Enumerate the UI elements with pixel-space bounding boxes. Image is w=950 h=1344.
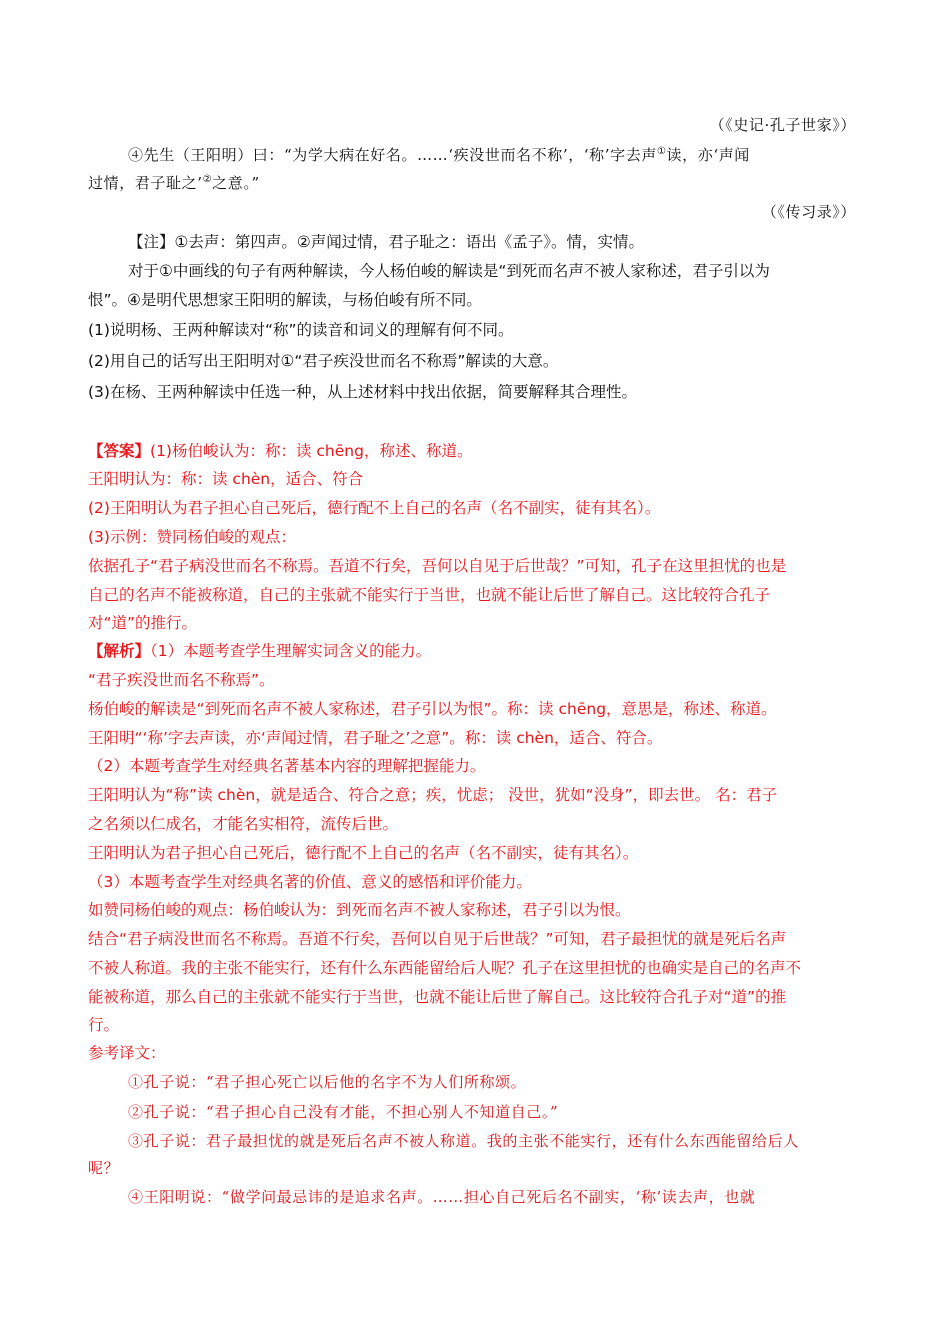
analysis-line-8: 王阳明认为君子担心自己死后，德行配不上自己的名声（名不副实，徒有其名）。 <box>88 844 639 862</box>
translation-4: ④王阳明说：“做学问最忌讳的是追求名声。……担心自己死后名不副实，‘称’读去声，也就 <box>128 1188 756 1206</box>
answer-line-7: 对“道”的推行。 <box>88 614 198 632</box>
intro-line-2: 恨”。④是明代思想家王阳明的解读，与杨伯峻有所不同。 <box>88 291 482 309</box>
passage-4-line-1: ④先生（王阳明）曰：“为学大病在好名。……‘疾没世而名不称’，‘称’字去声①读，亦‘声闻 <box>128 146 750 164</box>
analysis-label: 【解析】 <box>88 642 151 660</box>
source-shiji: （《史记·孔子世家》） <box>709 116 856 134</box>
analysis-line-3: 杨伯峻的解读是“到死而名声不被人家称述，君子引以为恨”。称：读 chēng，意思是，称述、称道。 <box>88 700 777 718</box>
analysis-line-9: （3）本题考查学生对经典名著的价值、意义的感悟和评价能力。 <box>88 873 532 891</box>
answer-line-6: 自己的名声不能被称道，自己的主张就不能实行于当世，也就不能让后世了解自己。这比较符合孔子 <box>88 586 771 604</box>
answer-line-1: 【答案】(1)杨伯峻认为：称：读 chēng，称述、称道。 <box>88 442 473 460</box>
analysis-line-14: 行。 <box>88 1016 120 1034</box>
translation-label: 参考译文： <box>88 1044 166 1062</box>
translation-2: ②孔子说：“君子担心自己没有才能，不担心别人不知道自己。” <box>128 1103 559 1121</box>
answer-line-2: 王阳明认为：称：读 chèn，适合、符合 <box>88 470 364 488</box>
analysis-line-10: 如赞同杨伯峻的观点：杨伯峻认为：到死而名声不被人家称述，君子引以为恨。 <box>88 901 631 919</box>
answer-line-3: (2)王阳明认为君子担心自己死后，德行配不上自己的名声（名不副实，徒有其名）。 <box>88 499 661 517</box>
analysis-line-4: 王阳明“‘称’字去声读，亦‘声闻过情，君子耻之’之意”。称：读 chèn，适合、符合。 <box>88 729 663 747</box>
source-chuanxilu: （《传习录》） <box>761 203 856 221</box>
question-3: (3)在杨、王两种解读中任选一种，从上述材料中找出依据，简要解释其合理性。 <box>88 383 637 401</box>
translation-1: ①孔子说：“君子担心死亡以后他的名字不为人们所称颂。 <box>128 1073 527 1091</box>
annotation-note: 【注】①去声：第四声。②声闻过情，君子耻之：语出《孟子》。情，实情。 <box>128 233 645 251</box>
intro-line-1: 对于①中画线的句子有两种解读，今人杨伯峻的解读是“到死而名声不被人家称述，君子引以为 <box>128 262 770 280</box>
analysis-line-6: 王阳明认为“称”读 chèn，就是适合、符合之意；疾，忧虑； 没世，犹如“没身”，即去世。 名：君子 <box>88 786 778 804</box>
analysis-line-13: 能被称道，那么自己的主张就不能实行于当世，也就不能让后世了解自己。这比较符合孔子对“道”的推 <box>88 988 787 1006</box>
question-1: (1)说明杨、王两种解读对“称”的读音和词义的理解有何不同。 <box>88 321 514 339</box>
question-2: (2)用自己的话写出王阳明对①“君子疾没世而名不称焉”解读的大意。 <box>88 352 559 370</box>
analysis-line-12: 不被人称道。我的主张不能实行，还有什么东西能留给后人呢？孔子在这里担忧的也确实是自己的名声不 <box>88 959 802 977</box>
analysis-line-1: 【解析】（1）本题考查学生理解实词含义的能力。 <box>88 642 432 660</box>
answer-line-5: 依据孔子“君子病没世而名不称焉。吾道不行矣，吾何以自见于后世哉？”可知，孔子在这里担忧的也是 <box>88 557 787 575</box>
answer-label: 【答案】 <box>88 442 151 460</box>
analysis-line-11: 结合“君子病没世而名不称焉。吾道不行矣，吾何以自见于后世哉？”可知，君子最担忧的就是死后名声 <box>88 930 787 948</box>
passage-4-line-2: 过情，君子耻之’②之意。” <box>88 174 260 192</box>
translation-3-line-1: ③孔子说：君子最担忧的就是死后名声不被人称道。我的主张不能实行，还有什么东西能留给后人 <box>128 1132 799 1150</box>
answer-line-4: (3)示例：赞同杨伯峻的观点： <box>88 528 296 546</box>
analysis-line-2: “君子疾没世而名不称焉”。 <box>88 671 275 689</box>
analysis-line-7: 之名须以仁成名，才能名实相符，流传后世。 <box>88 815 399 833</box>
analysis-line-5: （2）本题考查学生对经典名著基本内容的理解把握能力。 <box>88 757 486 775</box>
translation-3-line-2: 呢？ <box>88 1159 120 1177</box>
